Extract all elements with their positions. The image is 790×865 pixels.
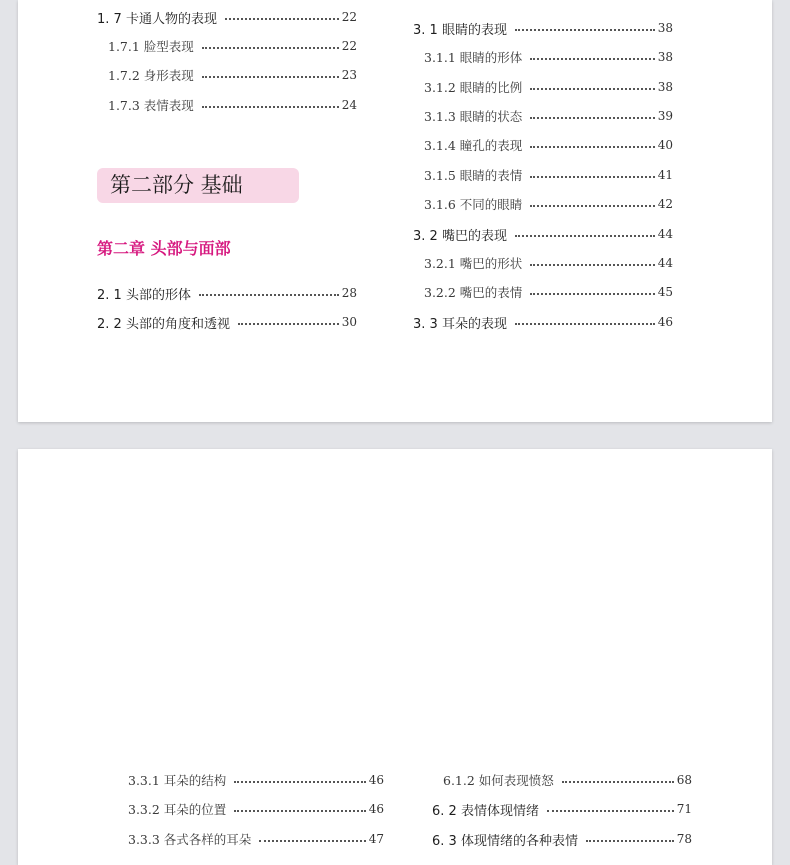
toc-entry-label: 2. 1 头部的形体	[97, 287, 191, 303]
toc-entry-label: 6. 2 表情体现情绪	[432, 803, 539, 819]
toc-entry[interactable]	[97, 7, 357, 27]
dot-leader	[225, 18, 339, 20]
toc-entry[interactable]	[443, 770, 692, 790]
dot-leader	[515, 29, 655, 31]
dot-leader	[530, 88, 654, 90]
toc-page-number: 44	[657, 227, 673, 241]
toc-page-number: 30	[341, 315, 357, 329]
toc-entry[interactable]	[424, 106, 673, 126]
toc-entry-label: 6.1.2 如何表现愤怒	[443, 773, 554, 788]
toc-entry-label: 3.2.2 嘴巴的表情	[424, 285, 523, 300]
dot-leader	[259, 840, 365, 842]
toc-entry-label: 3.3.1 耳朵的结构	[128, 773, 227, 788]
toc-entry-label: 1.7.3 表情表现	[108, 98, 194, 113]
toc-page-number: 38	[657, 80, 673, 94]
part-banner: 第二部分 基础	[97, 168, 299, 203]
toc-entry[interactable]	[424, 165, 673, 185]
dot-leader	[530, 117, 654, 119]
toc-page-number: 44	[657, 256, 673, 270]
dot-leader	[530, 146, 654, 148]
toc-page-number: 24	[341, 98, 357, 112]
toc-entry-label: 3.1.5 眼睛的表情	[424, 168, 523, 183]
toc-page-number: 22	[341, 39, 357, 53]
toc-page-number: 46	[368, 773, 384, 787]
toc-page-number: 42	[657, 197, 673, 211]
toc-entry[interactable]	[424, 253, 673, 273]
toc-entry[interactable]	[413, 224, 673, 244]
toc-entry[interactable]	[128, 829, 384, 849]
toc-entry-label: 3. 1 眼睛的表现	[413, 22, 507, 38]
dot-leader	[202, 47, 339, 49]
dot-leader	[547, 810, 674, 812]
toc-entry-label: 1.7.2 身形表现	[108, 68, 194, 83]
toc-entry[interactable]	[108, 95, 357, 115]
toc-entry[interactable]	[97, 283, 357, 303]
toc-entry-label: 3.2.1 嘴巴的形状	[424, 256, 523, 271]
dot-leader	[202, 106, 339, 108]
toc-page-number: 46	[368, 802, 384, 816]
toc-page-number: 46	[657, 315, 673, 329]
toc-page-number: 39	[657, 109, 673, 123]
toc-entry[interactable]	[424, 77, 673, 97]
toc-entry[interactable]	[424, 194, 673, 214]
toc-entry[interactable]	[424, 135, 673, 155]
toc-page-number: 28	[341, 286, 357, 300]
dot-leader	[199, 294, 339, 296]
toc-entry-label: 3.1.3 眼睛的状态	[424, 109, 523, 124]
dot-leader	[530, 176, 654, 178]
dot-leader	[234, 810, 365, 812]
toc-page-number: 71	[676, 802, 692, 816]
dot-leader	[530, 58, 654, 60]
toc-page-number: 41	[657, 168, 673, 182]
dot-leader	[202, 76, 339, 78]
toc-entry-label: 1. 7 卡通人物的表现	[97, 11, 217, 27]
toc-entry-label: 1.7.1 脸型表现	[108, 39, 194, 54]
toc-entry[interactable]	[424, 47, 673, 67]
toc-page-top	[18, 0, 772, 422]
toc-entry-label: 3.1.6 不同的眼睛	[424, 197, 523, 212]
dot-leader	[586, 840, 674, 842]
dot-leader	[530, 264, 654, 266]
dot-leader	[530, 293, 654, 295]
toc-entry[interactable]	[108, 36, 357, 56]
toc-entry[interactable]	[413, 312, 673, 332]
toc-page-number: 38	[657, 50, 673, 64]
dot-leader	[515, 235, 655, 237]
toc-entry[interactable]	[432, 829, 692, 849]
toc-entry-label: 3. 2 嘴巴的表现	[413, 228, 507, 244]
dot-leader	[515, 323, 655, 325]
toc-page-number: 78	[676, 832, 692, 846]
dot-leader	[562, 781, 674, 783]
toc-entry-label: 3.1.2 眼睛的比例	[424, 80, 523, 95]
toc-entry-label: 3. 3 耳朵的表现	[413, 316, 507, 332]
toc-page-bottom	[18, 449, 772, 865]
toc-entry[interactable]	[97, 312, 357, 332]
toc-entry[interactable]	[424, 282, 673, 302]
toc-page-number: 40	[657, 138, 673, 152]
toc-page-number: 68	[676, 773, 692, 787]
toc-page-number: 47	[368, 832, 384, 846]
toc-page-number: 22	[341, 10, 357, 24]
chapter-heading: 第二章 头部与面部	[97, 239, 231, 258]
toc-entry-label: 3.1.1 眼睛的形体	[424, 50, 523, 65]
dot-leader	[234, 781, 365, 783]
toc-page-number: 38	[657, 21, 673, 35]
toc-page-number: 45	[657, 285, 673, 299]
toc-entry[interactable]	[108, 65, 357, 85]
toc-entry[interactable]	[432, 799, 692, 819]
toc-entry-label: 6. 3 体现情绪的各种表情	[432, 833, 578, 849]
toc-page-number: 23	[341, 68, 357, 82]
toc-entry-label: 3.3.2 耳朵的位置	[128, 802, 227, 817]
toc-entry[interactable]	[128, 770, 384, 790]
toc-entry-label: 3.1.4 瞳孔的表现	[424, 138, 523, 153]
toc-entry[interactable]	[413, 18, 673, 38]
toc-entry-label: 2. 2 头部的角度和透视	[97, 316, 230, 332]
toc-entry-label: 3.3.3 各式各样的耳朵	[128, 832, 252, 847]
dot-leader	[530, 205, 654, 207]
toc-entry[interactable]	[128, 799, 384, 819]
dot-leader	[238, 323, 339, 325]
